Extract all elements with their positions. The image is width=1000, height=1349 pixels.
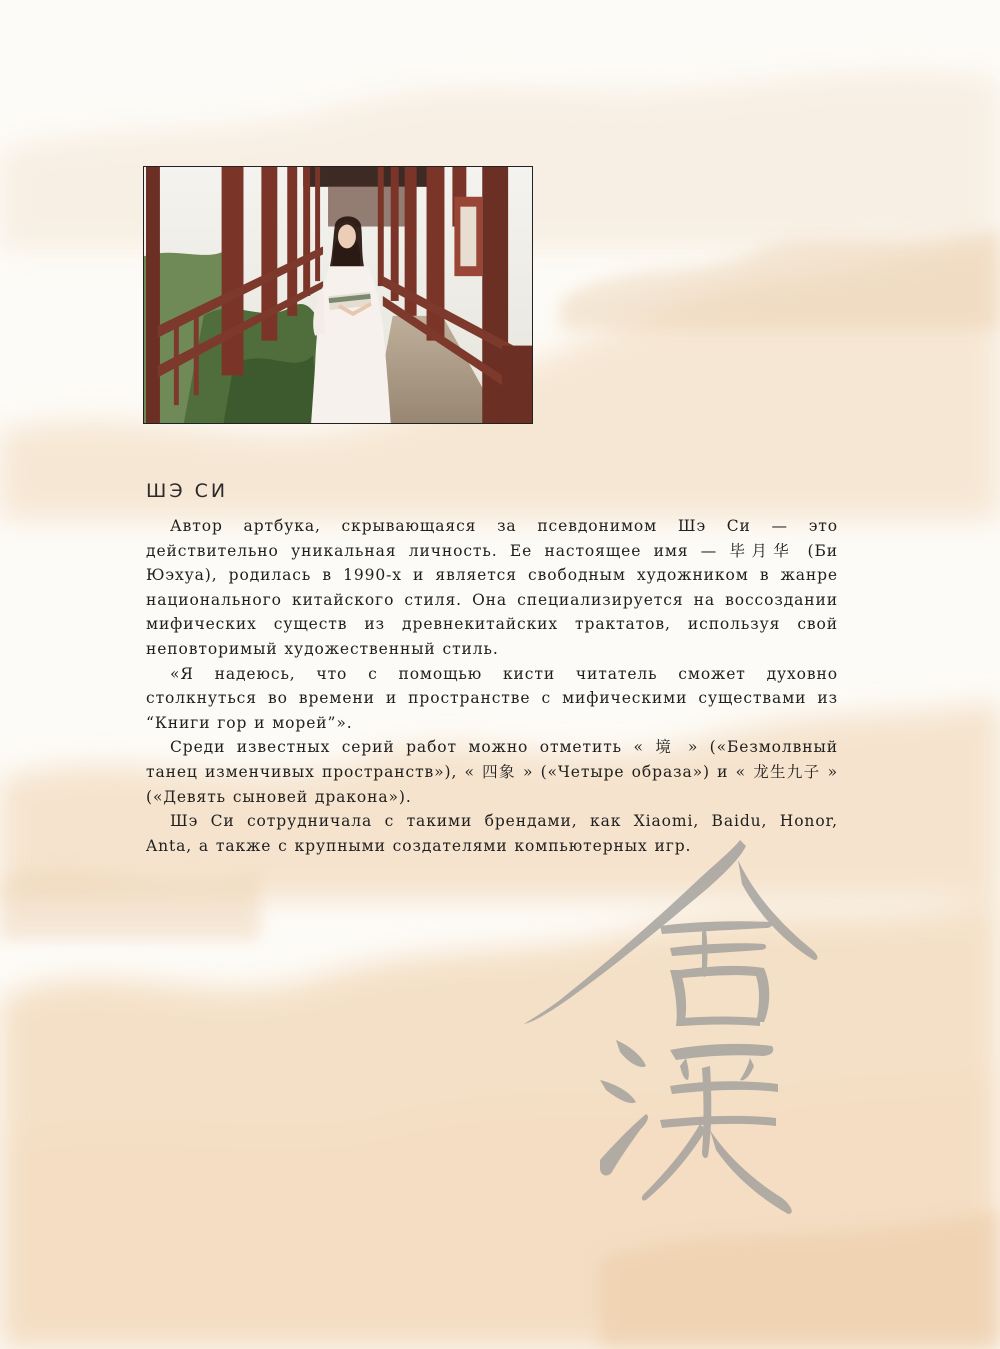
bio-paragraph-1: Автор артбука, скрывающаяся за псевдонимом Шэ Си — это действительно уникальная личность. Ее настоящее имя — 毕月华 (Би Юэхуа), родилась в 1990-х и является свободным художником в жанре национального китайского стиля. Она специализируется на воссоздании мифических существ из древнекитайских трактатов, используя свой неповторимый художественный стиль. <box>146 517 838 658</box>
bio-paragraph-brands: Шэ Си сотрудничала с такими брендами, как Xiaomi, Baidu, Honor, Anta, а также с крупными создателями компьютерных игр. <box>146 812 838 855</box>
calligraphy-watermark <box>520 830 840 1230</box>
author-photo-illustration <box>144 167 532 423</box>
author-biography <box>146 514 838 858</box>
bio-paragraph-series: Среди известных серий работ можно отметить « 境 » («Безмолвный танец изменчивых пространств»), « 四象 » («Четыре образа») и « 龙生九子 » («Девять сыновей дракона»). <box>146 738 838 806</box>
author-heading: ШЭ СИ <box>146 480 229 502</box>
author-photo <box>143 166 533 424</box>
bio-paragraph-quote: «Я надеюсь, что с помощью кисти читатель сможет духовно столкнуться во времени и пространстве с мифическими существами из “Книги гор и морей”». <box>146 664 838 732</box>
